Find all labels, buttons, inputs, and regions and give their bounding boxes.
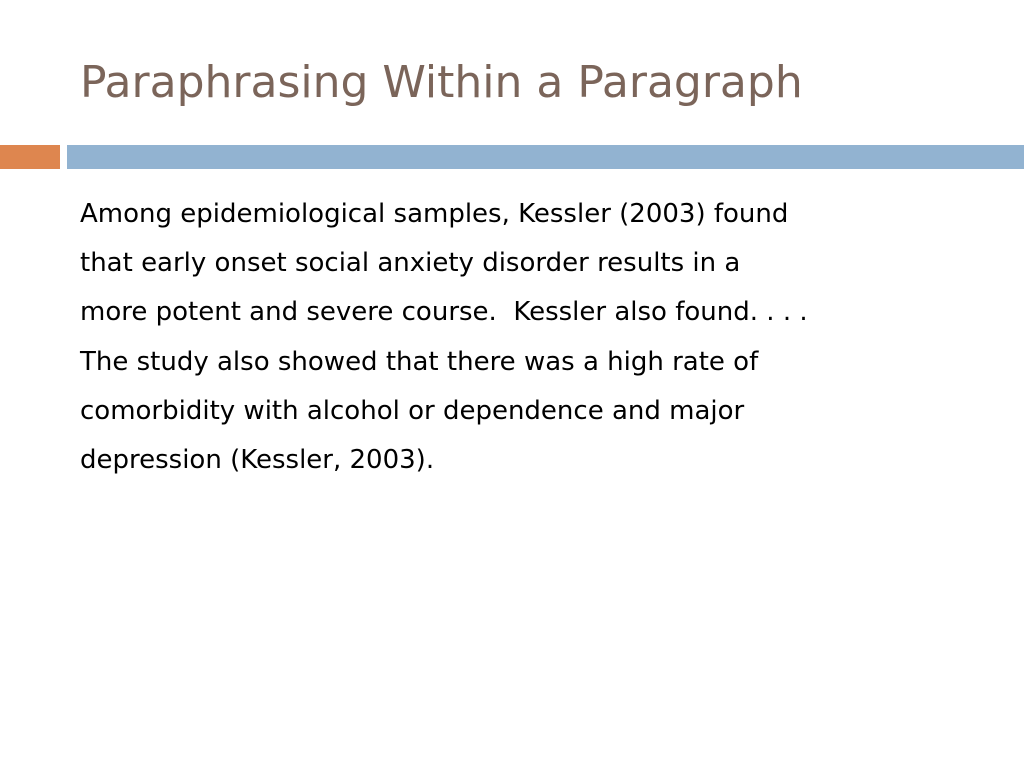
body-paragraph (80, 190, 1000, 485)
divider-bar (67, 145, 1024, 169)
paragraph-line: The study also showed that there was a high rate of (80, 346, 759, 377)
paragraph-line: comorbidity with alcohol or dependence and major (80, 395, 745, 426)
paragraph-line: more potent and severe course. Kessler also found. . . . (80, 297, 808, 328)
paragraph-line: depression (Kessler, 2003). (80, 445, 435, 476)
paragraph-line: Among epidemiological samples, Kessler (2003) found (80, 199, 789, 229)
paragraph-line: that early onset social anxiety disorder results in a (80, 248, 741, 279)
accent-bar (0, 145, 60, 169)
slide-title: Paraphrasing Within a Paragraph (80, 57, 803, 108)
